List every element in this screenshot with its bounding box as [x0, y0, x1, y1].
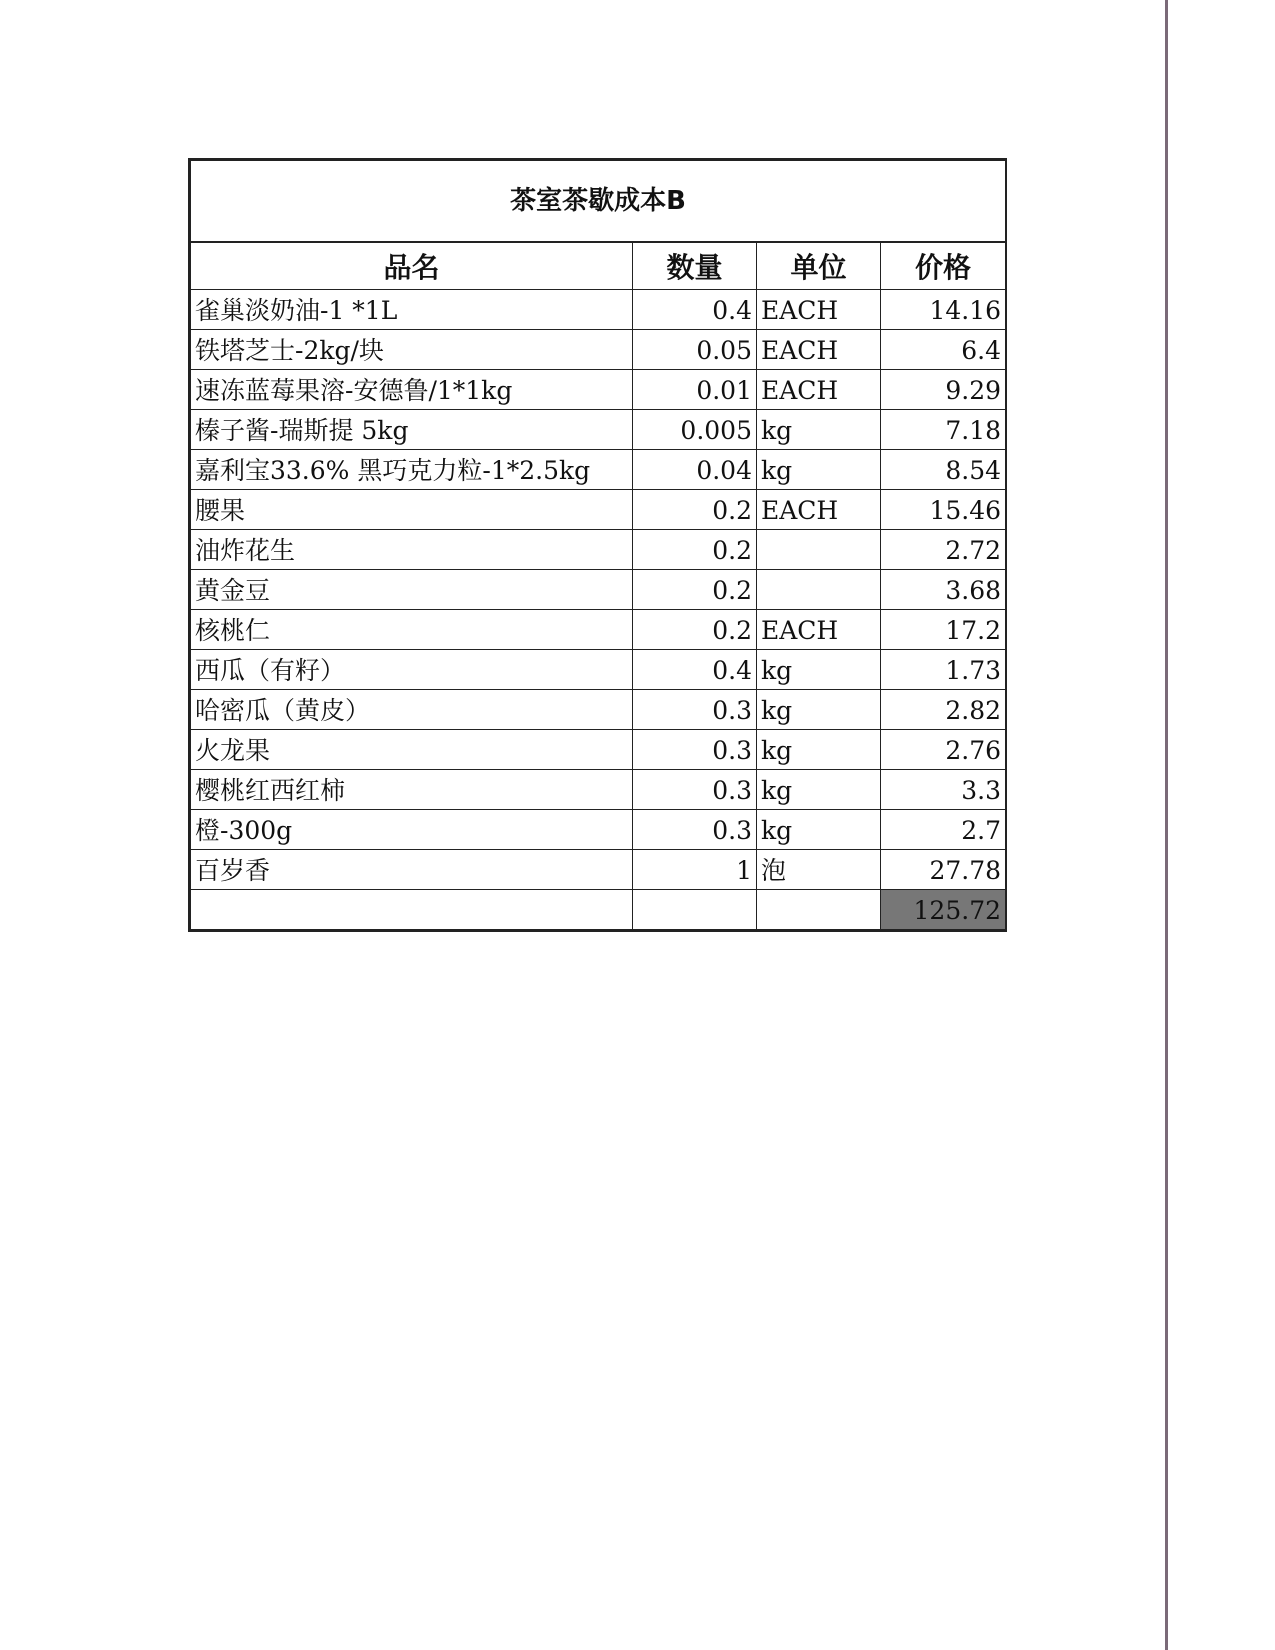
item-name: 核桃仁 [191, 610, 633, 650]
table-row [191, 850, 1006, 890]
page-edge [1165, 0, 1168, 1650]
total-price: 125.72 [881, 890, 1006, 930]
item-qty: 0.2 [633, 570, 757, 610]
item-qty: 0.04 [633, 450, 757, 490]
item-price: 15.46 [881, 490, 1006, 530]
item-unit [757, 530, 881, 570]
item-unit: kg [757, 770, 881, 810]
header-qty: 数量 [633, 242, 757, 290]
table-row [191, 730, 1006, 770]
item-unit: kg [757, 690, 881, 730]
item-name: 火龙果 [191, 730, 633, 770]
item-unit: EACH [757, 610, 881, 650]
item-unit: EACH [757, 330, 881, 370]
item-price: 2.7 [881, 810, 1006, 850]
item-name: 西瓜（有籽） [191, 650, 633, 690]
item-qty: 0.2 [633, 530, 757, 570]
header-price: 价格 [881, 242, 1006, 290]
item-unit: kg [757, 810, 881, 850]
item-name: 哈密瓜（黄皮） [191, 690, 633, 730]
item-qty: 0.4 [633, 650, 757, 690]
item-price: 7.18 [881, 410, 1006, 450]
item-price: 6.4 [881, 330, 1006, 370]
item-unit: EACH [757, 290, 881, 330]
table-row [191, 290, 1006, 330]
item-qty: 0.3 [633, 690, 757, 730]
sheet-title: 茶室茶歇成本B [191, 161, 1006, 243]
item-name: 油炸花生 [191, 530, 633, 570]
item-price: 2.82 [881, 690, 1006, 730]
item-qty: 0.3 [633, 810, 757, 850]
item-price: 2.76 [881, 730, 1006, 770]
table-row [191, 810, 1006, 850]
item-unit: 泡 [757, 850, 881, 890]
total-empty-name [191, 890, 633, 930]
item-price: 14.16 [881, 290, 1006, 330]
item-name: 雀巢淡奶油-1 *1L [191, 290, 633, 330]
item-qty: 0.2 [633, 490, 757, 530]
item-name: 腰果 [191, 490, 633, 530]
cost-sheet [188, 158, 1007, 932]
item-unit [757, 570, 881, 610]
item-name: 百岁香 [191, 850, 633, 890]
table-row [191, 530, 1006, 570]
table-body [191, 290, 1006, 930]
total-row [191, 890, 1006, 930]
table-row [191, 370, 1006, 410]
item-qty: 0.3 [633, 730, 757, 770]
item-unit: kg [757, 410, 881, 450]
table-row [191, 410, 1006, 450]
cost-table [190, 160, 1006, 930]
item-qty: 0.05 [633, 330, 757, 370]
item-price: 3.3 [881, 770, 1006, 810]
item-name: 嘉利宝33.6% 黑巧克力粒-1*2.5kg [191, 450, 633, 490]
table-row [191, 450, 1006, 490]
item-price: 27.78 [881, 850, 1006, 890]
item-unit: kg [757, 730, 881, 770]
item-unit: kg [757, 450, 881, 490]
item-qty: 0.2 [633, 610, 757, 650]
item-unit: kg [757, 650, 881, 690]
item-name: 速冻蓝莓果溶-安德鲁/1*1kg [191, 370, 633, 410]
item-qty: 0.4 [633, 290, 757, 330]
table-row [191, 330, 1006, 370]
item-qty: 0.01 [633, 370, 757, 410]
table-row [191, 490, 1006, 530]
item-unit: EACH [757, 490, 881, 530]
item-qty: 0.3 [633, 770, 757, 810]
table-row [191, 770, 1006, 810]
table-row [191, 650, 1006, 690]
total-empty-unit [757, 890, 881, 930]
total-empty-qty [633, 890, 757, 930]
item-name: 橙-300g [191, 810, 633, 850]
table-row [191, 570, 1006, 610]
item-price: 17.2 [881, 610, 1006, 650]
item-name: 黄金豆 [191, 570, 633, 610]
item-price: 3.68 [881, 570, 1006, 610]
item-price: 8.54 [881, 450, 1006, 490]
table-row [191, 610, 1006, 650]
header-row [191, 242, 1006, 290]
item-qty: 1 [633, 850, 757, 890]
item-price: 1.73 [881, 650, 1006, 690]
item-name: 樱桃红西红柿 [191, 770, 633, 810]
header-unit: 单位 [757, 242, 881, 290]
item-qty: 0.005 [633, 410, 757, 450]
table-row [191, 690, 1006, 730]
header-name: 品名 [191, 242, 633, 290]
item-price: 2.72 [881, 530, 1006, 570]
item-name: 榛子酱-瑞斯提 5kg [191, 410, 633, 450]
item-name: 铁塔芝士-2kg/块 [191, 330, 633, 370]
item-unit: EACH [757, 370, 881, 410]
item-price: 9.29 [881, 370, 1006, 410]
